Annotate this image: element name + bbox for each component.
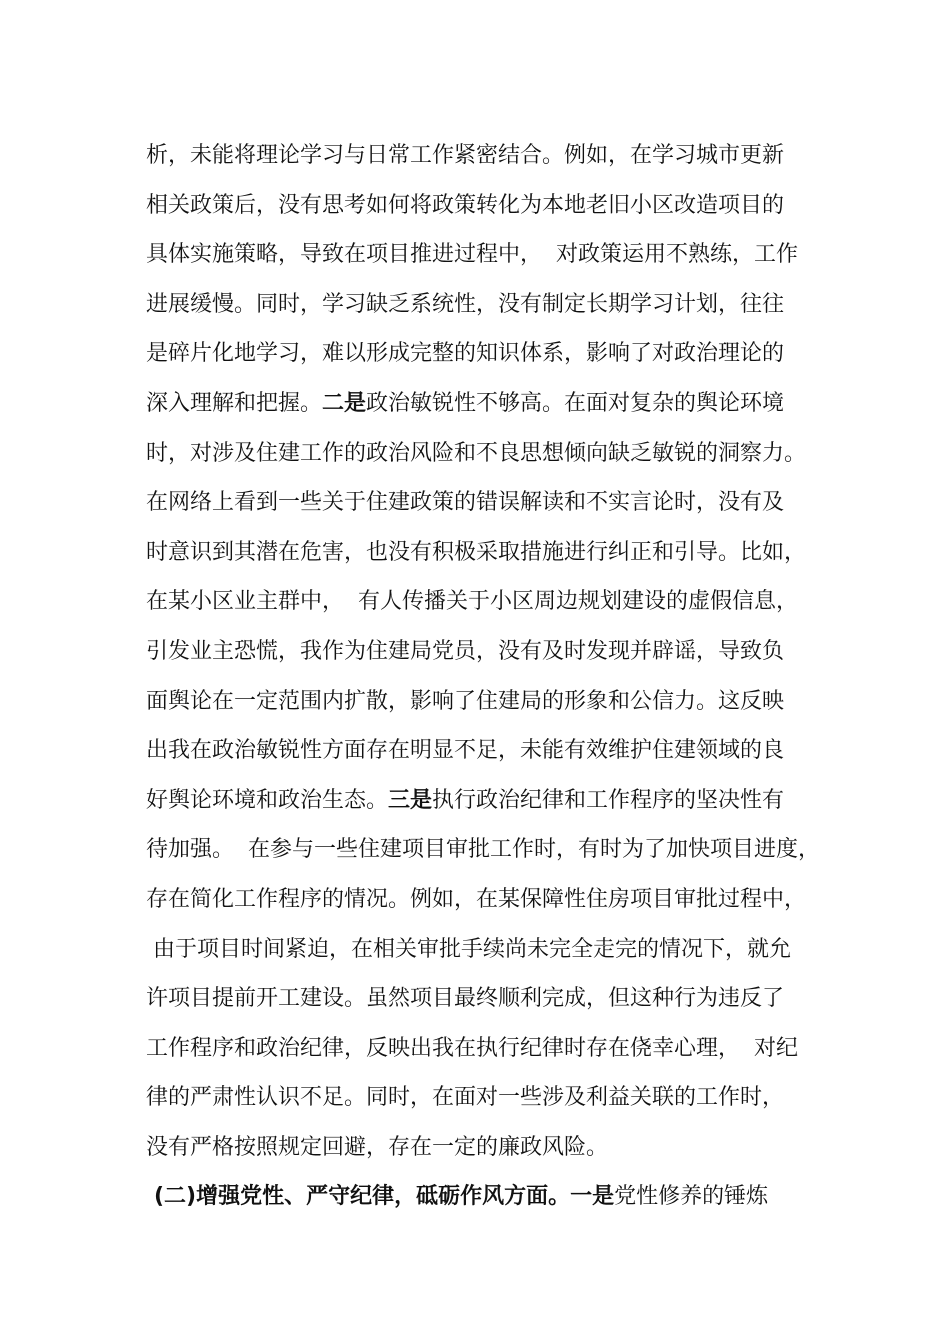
text-fragment: 政治敏锐性不够高。在面对复杂的舆论环境	[366, 390, 785, 416]
text-line: 律的严肃性认识不足。同时，在面对一些涉及利益关联的工作时，	[146, 1085, 785, 1111]
text-line: 存在简化工作程序的情况。例如，在某保障性住房项目审批过程中，	[146, 886, 807, 912]
text-fragment: 深入理解和把握。	[146, 390, 323, 416]
text-line: 具体实施策略，导致在项目推进过程中， 对政策运用不熟练，工作	[146, 242, 798, 268]
text-line: 时意识到其潜在危害，也没有积极采取措施进行纠正和引导。比如，	[146, 539, 807, 565]
text-line: 引发业主恐慌，我作为住建局党员，没有及时发现并辟谣，导致负	[146, 638, 785, 664]
body-text	[146, 131, 826, 1222]
text-line: 工作程序和政治纪律，反映出我在执行纪律时存在侥幸心理， 对纪	[146, 1035, 798, 1061]
text-line: 由于项目时间紧迫，在相关审批手续尚未完全走完的情况下，就允	[146, 936, 791, 962]
text-line: 出我在政治敏锐性方面存在明显不足，未能有效维护住建领域的良	[146, 738, 785, 764]
text-fragment: 好舆论环境和政治生态。	[146, 787, 389, 813]
text-line: 析，未能将理论学习与日常工作紧密结合。例如，在学习城市更新	[146, 143, 785, 168]
text-line: 没有严格按照规定回避，存在一定的廉政风险。	[146, 1134, 609, 1160]
text-line: 面舆论在一定范围内扩散，影响了住建局的形象和公信力。这反映	[146, 688, 785, 714]
text-line: 在某小区业主群中， 有人传播关于小区周边规划建设的虚假信息，	[146, 589, 798, 615]
text-line: 时，对涉及住建工作的政治风险和不良思想倾向缺乏敏锐的洞察力。	[146, 440, 807, 466]
text-fragment: 执行政治纪律和工作程序的坚决性有	[432, 787, 785, 813]
text-fragment: 党性修养的锤炼	[614, 1184, 769, 1210]
point-marker-three: 三是	[388, 787, 433, 813]
text-line: 相关政策后，没有思考如何将政策转化为本地老旧小区改造项目的	[146, 192, 785, 218]
text-line: 许项目提前开工建设。虽然项目最终顺利完成，但这种行为违反了	[146, 986, 785, 1012]
text-line: 在网络上看到一些关于住建政策的错误解读和不实言论时，没有及	[146, 490, 785, 516]
text-line	[146, 379, 826, 429]
point-marker-two: 二是	[322, 390, 367, 416]
section-heading	[146, 1172, 826, 1222]
text-line: 进展缓慢。同时，学习缺乏系统性，没有制定长期学习计划，往往	[146, 291, 785, 317]
text-line: 待加强。 在参与一些住建项目审批工作时，有时为了加快项目进度，	[146, 837, 820, 863]
text-line: 是碎片化地学习，难以形成完整的知识体系，影响了对政治理论的	[146, 341, 785, 367]
section-heading-bold: (二)增强党性、严守纪律，砥砺作风方面。一是	[154, 1184, 615, 1210]
text-line	[146, 776, 826, 826]
